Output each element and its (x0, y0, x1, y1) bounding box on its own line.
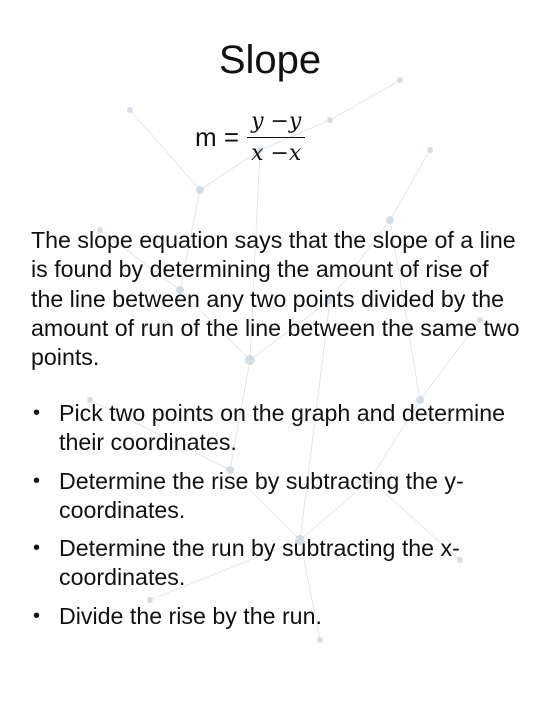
bullet-item (31, 534, 521, 593)
formula-numerator: y −y (251, 108, 302, 134)
bullet-dot-icon: • (33, 604, 41, 627)
slope-formula (195, 104, 305, 170)
bullet-text: Determine the rise by subtracting the y-coordinates. (59, 467, 464, 523)
formula-lhs: m = (195, 122, 240, 152)
bullet-text: Determine the run by subtracting the x-coordinates. (59, 535, 460, 591)
bullet-item (31, 399, 521, 458)
bullet-item (31, 602, 521, 631)
bullet-text: Pick two points on the graph and determine their coordinates. (59, 400, 505, 456)
steps-bullet-list (31, 399, 521, 640)
bullet-dot-icon: • (33, 469, 41, 492)
formula-fraction (247, 108, 305, 167)
formula-denominator: x −x (251, 140, 302, 166)
slope-explanation-paragraph: The slope equation says that the slope of a line is found by determining the amount of rise of the line between any two points divided by the amount of run of the line between the same two points. (31, 227, 520, 371)
slide-title: Slope (218, 38, 322, 82)
bullet-dot-icon: • (33, 537, 41, 560)
bullet-item (31, 467, 521, 526)
fraction-bar (247, 137, 305, 138)
bullet-dot-icon: • (33, 402, 41, 424)
bullet-text: Divide the rise by the run. (59, 602, 322, 629)
